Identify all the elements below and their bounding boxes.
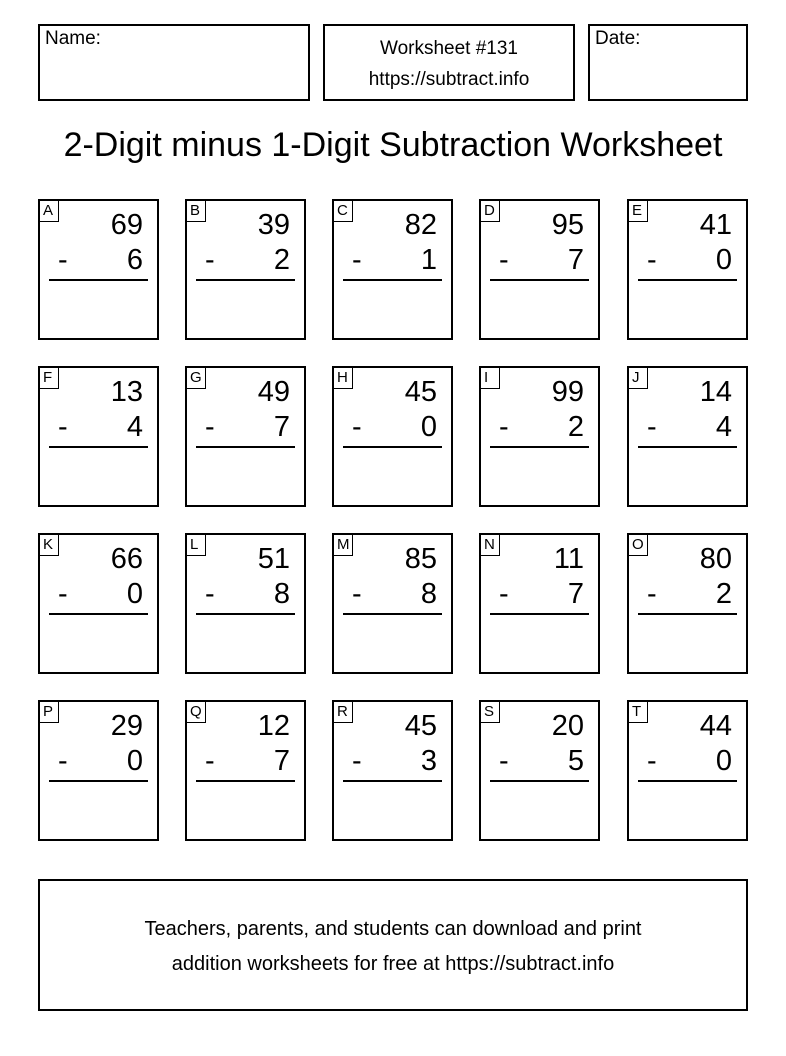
answer-line [196,613,295,615]
minus-sign: - [499,578,509,610]
subtrahend: 2 [567,411,584,443]
minus-sign: - [352,411,362,443]
answer-line [49,613,148,615]
answer-line [343,446,442,448]
problem-letter: L [186,534,206,556]
subtrahend: 0 [420,411,437,443]
minus-sign: - [58,244,68,276]
minuend: 41 [699,209,732,241]
problem-box [185,199,306,340]
problem-letter: D [480,200,500,222]
answer-line [490,613,589,615]
answer-line [49,780,148,782]
subtrahend: 4 [715,411,732,443]
subtrahend: 2 [273,244,290,276]
minus-sign: - [352,578,362,610]
answer-line [638,446,737,448]
problem-box [627,199,748,340]
problem-letter: Q [186,701,206,723]
minuend: 44 [699,710,732,742]
answer-line [638,613,737,615]
minuend: 49 [257,376,290,408]
minuend: 66 [110,543,143,575]
subtrahend: 0 [126,578,143,610]
subtrahend: 6 [126,244,143,276]
problem-letter: F [39,367,59,389]
problem-box [627,366,748,507]
footer-line-1: Teachers, parents, and students can download and print [144,918,642,940]
subtrahend: 0 [715,244,732,276]
answer-line [196,780,295,782]
answer-line [343,279,442,281]
answer-line [49,279,148,281]
answer-line [490,446,589,448]
minuend: 99 [551,376,584,408]
subtrahend: 4 [126,411,143,443]
problem-letter: O [628,534,648,556]
footer-line-2: addition worksheets for free at https://subtract.info [171,953,615,975]
problem-box [479,199,600,340]
minus-sign: - [647,411,657,443]
problem-box [38,700,159,841]
problem-letter: N [480,534,500,556]
problem-box [332,533,453,674]
footer-box [38,879,748,1011]
minuend: 95 [551,209,584,241]
problem-box [38,366,159,507]
problem-letter: B [186,200,206,222]
minus-sign: - [647,745,657,777]
minus-sign: - [205,745,215,777]
minus-sign: - [499,745,509,777]
problem-letter: I [480,367,500,389]
minuend: 80 [699,543,732,575]
problem-letter: R [333,701,353,723]
problem-letter: M [333,534,353,556]
subtrahend: 8 [420,578,437,610]
problem-box [627,700,748,841]
subtrahend: 5 [567,745,584,777]
subtrahend: 7 [567,244,584,276]
answer-line [490,279,589,281]
problem-box [479,533,600,674]
problem-letter: G [186,367,206,389]
minus-sign: - [352,745,362,777]
minuend: 51 [257,543,290,575]
minuend: 20 [551,710,584,742]
subtrahend: 0 [715,745,732,777]
minus-sign: - [499,411,509,443]
answer-line [490,780,589,782]
worksheet-number: Worksheet #131 [379,38,518,59]
minus-sign: - [205,578,215,610]
problem-letter: C [333,200,353,222]
minuend: 45 [404,376,437,408]
subtrahend: 2 [715,578,732,610]
minus-sign: - [58,578,68,610]
minuend: 82 [404,209,437,241]
minus-sign: - [205,244,215,276]
minuend: 12 [257,710,290,742]
problem-box [38,199,159,340]
subtrahend: 3 [420,745,437,777]
problem-box [479,366,600,507]
answer-line [638,780,737,782]
subtrahend: 8 [273,578,290,610]
subtrahend: 1 [420,244,437,276]
problem-box [185,533,306,674]
minus-sign: - [352,244,362,276]
minuend: 11 [553,543,584,575]
minuend: 13 [110,376,143,408]
answer-line [343,613,442,615]
minus-sign: - [58,745,68,777]
date-label: Date: [595,28,641,49]
subtrahend: 7 [567,578,584,610]
problem-letter: E [628,200,648,222]
problem-box [479,700,600,841]
problem-box [38,533,159,674]
minus-sign: - [58,411,68,443]
minuend: 39 [257,209,290,241]
answer-line [638,279,737,281]
answer-line [49,446,148,448]
minus-sign: - [205,411,215,443]
minuend: 85 [404,543,437,575]
problem-letter: T [628,701,648,723]
page-title: 2-Digit minus 1-Digit Subtraction Worksheet [63,126,723,164]
subtrahend: 7 [273,745,290,777]
answer-line [196,446,295,448]
problem-box [332,366,453,507]
minus-sign: - [647,578,657,610]
minuend: 29 [110,710,143,742]
worksheet-url: https://subtract.info [368,69,530,90]
problem-letter: K [39,534,59,556]
problem-letter: J [628,367,648,389]
name-label: Name: [45,28,101,49]
problem-letter: P [39,701,59,723]
subtrahend: 7 [273,411,290,443]
problem-box [185,366,306,507]
problem-box [332,700,453,841]
problem-letter: S [480,701,500,723]
minus-sign: - [647,244,657,276]
minuend: 14 [699,376,732,408]
minus-sign: - [499,244,509,276]
subtrahend: 0 [126,745,143,777]
problem-box [627,533,748,674]
answer-line [196,279,295,281]
problem-letter: A [39,200,59,222]
problem-box [185,700,306,841]
problem-box [332,199,453,340]
problem-letter: H [333,367,353,389]
minuend: 45 [404,710,437,742]
answer-line [343,780,442,782]
minuend: 69 [110,209,143,241]
